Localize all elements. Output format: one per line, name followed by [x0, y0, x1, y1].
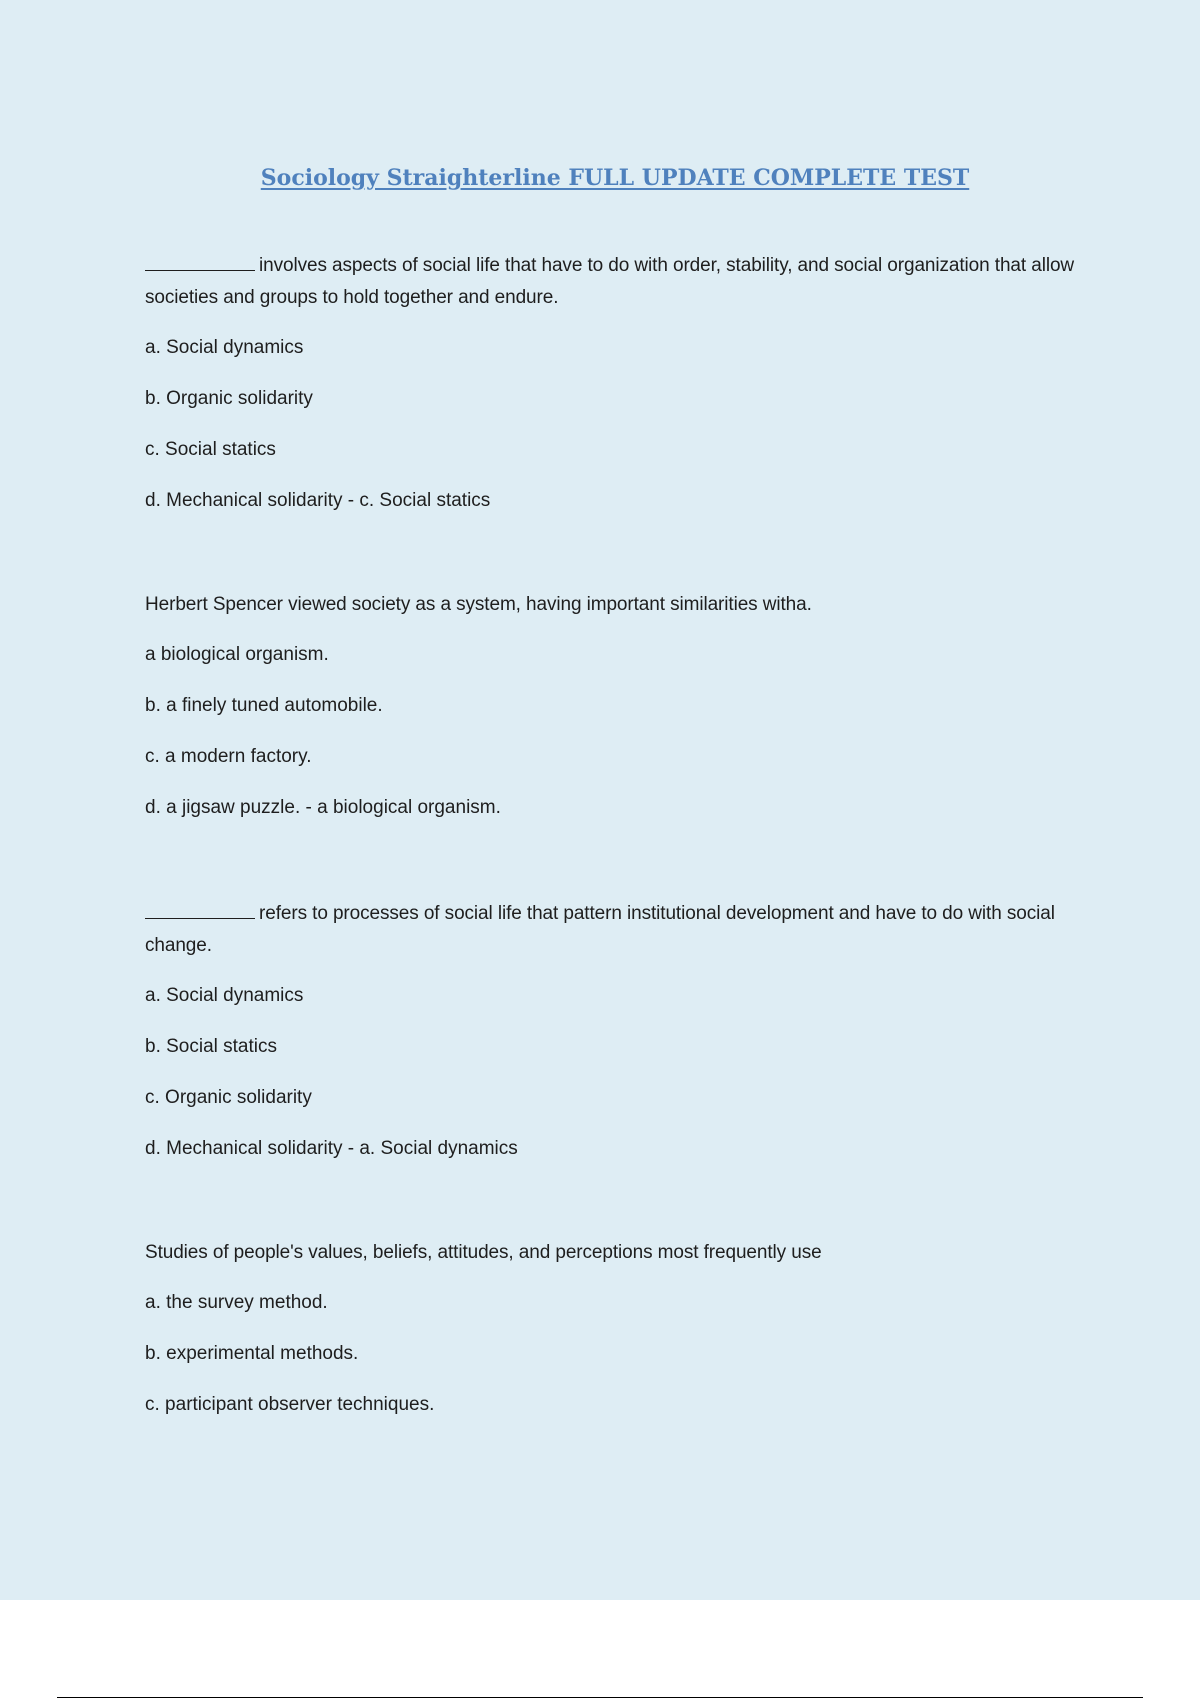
answer-option: c. Social statics	[145, 439, 276, 460]
answer-option: a. the survey method.	[145, 1292, 328, 1313]
answer-option: b. experimental methods.	[145, 1343, 359, 1364]
question-3	[145, 898, 1085, 1184]
question-stem	[145, 250, 1085, 314]
question-stem	[145, 898, 1085, 962]
question-text: refers to processes of social life that pattern institutional development and have to do with social change.	[145, 903, 1055, 956]
fill-in-blank	[145, 898, 255, 919]
question-text: involves aspects of social life that have to do with order, stability, and social organization that allow societies and groups to hold together and endure.	[145, 255, 1075, 308]
answer-option: a biological organism.	[145, 644, 329, 665]
answer-option: c. a modern factory.	[145, 746, 312, 767]
footer-divider	[57, 1697, 1143, 1698]
answer-option: a. Social dynamics	[145, 985, 304, 1006]
document-title: Sociology Straighterline FULL UPDATE COMPLETE TEST	[260, 165, 970, 191]
question-stem: Studies of people's values, beliefs, attitudes, and perceptions most frequently use	[145, 1242, 822, 1263]
answer-option: b. Organic solidarity	[145, 388, 313, 409]
answer-option: d. Mechanical solidarity - a. Social dynamics	[145, 1138, 518, 1159]
question-4	[145, 1237, 1085, 1440]
answer-option: b. a finely tuned automobile.	[145, 695, 383, 716]
answer-option: b. Social statics	[145, 1036, 277, 1057]
fill-in-blank	[145, 250, 255, 271]
question-2	[145, 589, 1085, 843]
answer-option: a. Social dynamics	[145, 337, 304, 358]
question-1	[145, 250, 1085, 536]
answer-option: d. Mechanical solidarity - c. Social statics	[145, 490, 491, 511]
answer-option: c. participant observer techniques.	[145, 1394, 435, 1415]
answer-option: d. a jigsaw puzzle. - a biological organism.	[145, 797, 501, 818]
answer-option: c. Organic solidarity	[145, 1087, 312, 1108]
question-stem: Herbert Spencer viewed society as a system, having important similarities witha.	[145, 594, 812, 615]
